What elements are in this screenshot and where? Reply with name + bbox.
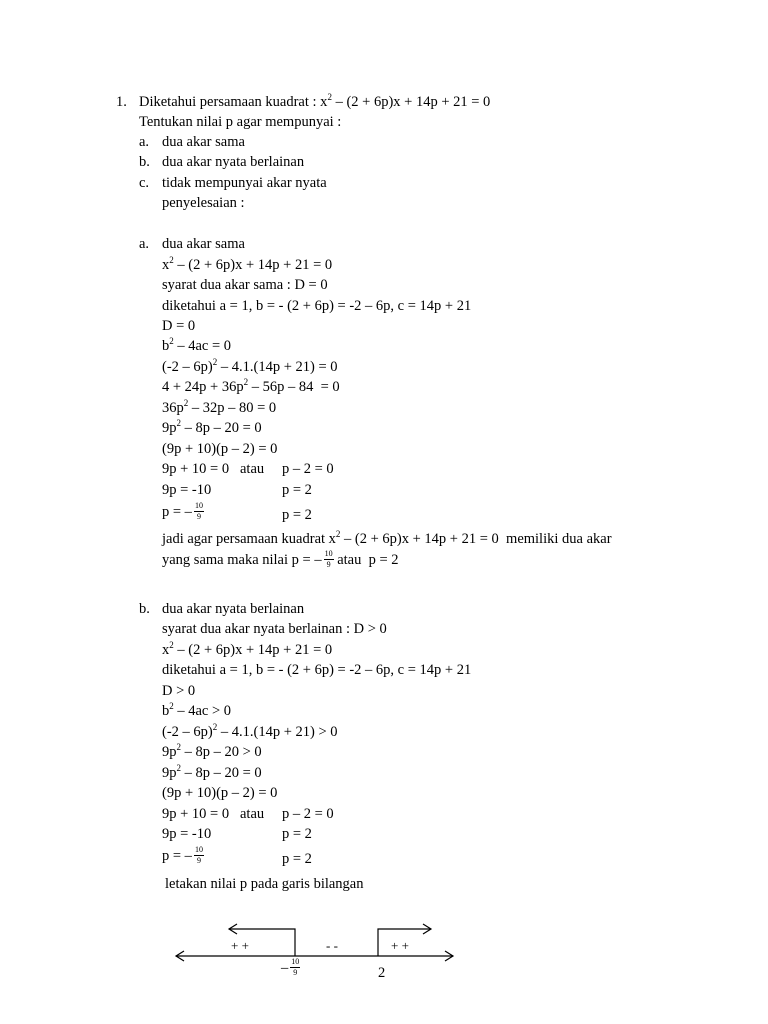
option-c-letter: c. xyxy=(139,175,150,191)
part-a-simplified-2: $9p^2 - 8p - 20 = 0$ xyxy=(162,418,262,436)
part-a-substitution: (-2 – 6p)$^2$ – 4.1.(14p + 21) = 0 xyxy=(162,357,338,375)
part-a-conclusion-1: jadi agar persamaan kuadrat $x^2 - (2 + 6p)x + 14p + 21 = 0$ memiliki dua akar xyxy=(162,529,612,547)
part-b-d-inequality: D > 0 xyxy=(162,683,196,699)
part-b-r3-right: p = 2 xyxy=(282,851,312,867)
part-b-factor: (9p + 10)(p – 2) = 0 xyxy=(162,785,278,801)
option-a-letter: a. xyxy=(139,134,150,150)
fraction: $\frac{10}{9}$ xyxy=(291,957,300,977)
part-b-equation: $x^2 - (2 + 6p)x + 14p + 21 = 0$ xyxy=(162,640,333,658)
fraction: $\frac{10}{9}$ xyxy=(194,501,203,521)
option-b-text: dua akar nyata berlainan xyxy=(162,154,305,170)
part-a-known: diketahui a = 1, b = - (2 + 6p) = -2 – 6p, c = 14p + 21 xyxy=(162,298,472,314)
part-b-roots-right: p – 2 = 0 xyxy=(282,806,334,822)
part-a-r3-left: p = – $\frac{10}{9}$ xyxy=(162,501,203,521)
option-c-text: tidak mempunyai akar nyata xyxy=(162,175,327,191)
solution-label: penyelesaian : xyxy=(162,195,245,211)
part-b-substitution: (-2 – 6p)$^2$ – 4.1.(14p + 21) > 0 xyxy=(162,722,338,740)
part-a-discriminant: $b^2 - 4ac = 0$ xyxy=(162,336,232,354)
part-a-title: dua akar sama xyxy=(162,236,245,252)
part-a-equation: $x^2 - (2 + 6p)x + 14p + 21 = 0$ xyxy=(162,255,333,273)
question-number: 1. xyxy=(116,94,127,110)
part-a-expansion: $4 + 24p + 36p^2 - 56p - 84 = 0$ xyxy=(162,377,340,395)
point-neg-ten-ninths: – $\frac{10}{9}$ xyxy=(281,957,300,977)
part-a-condition: syarat dua akar sama : D = 0 xyxy=(162,277,328,293)
part-a-d-equation: D = 0 xyxy=(162,318,196,334)
fraction: $\frac{10}{9}$ xyxy=(194,845,203,865)
part-a-r2-right: p = 2 xyxy=(282,482,312,498)
part-b-roots-left: 9p + 10 = 0 atau xyxy=(162,806,265,822)
sign-left: + + xyxy=(231,938,249,953)
option-a-text: dua akar sama xyxy=(162,134,245,150)
part-a-roots-right: p – 2 = 0 xyxy=(282,461,334,477)
sign-middle: - - xyxy=(326,938,338,953)
question-instruction: Tentukan nilai p agar mempunyai : xyxy=(139,114,342,130)
part-a-r3-right: p = 2 xyxy=(282,507,312,523)
fraction: $\frac{10}{9}$ xyxy=(324,549,333,569)
part-b-simplified-1: $9p^2 - 8p - 20 > 0$ xyxy=(162,742,262,760)
part-a-factor: (9p + 10)(p – 2) = 0 xyxy=(162,441,278,457)
point-two: 2 xyxy=(378,965,386,981)
question-text: Diketahui persamaan kuadrat : $x^2 - (2 + 6p)x + 14p + 21 = 0$ xyxy=(139,92,491,110)
part-a-conclusion-2: yang sama maka nilai p = – $\frac{10}{9}$ atau p = 2 xyxy=(162,549,399,569)
part-b-letter: b. xyxy=(139,601,150,617)
option-b-letter: b. xyxy=(139,154,150,170)
part-b-r2-right: p = 2 xyxy=(282,826,312,842)
part-b-condition: syarat dua akar nyata berlainan : D > 0 xyxy=(162,621,387,637)
part-b-r3-left: p = – $\frac{10}{9}$ xyxy=(162,845,203,865)
sign-right: + + xyxy=(391,938,409,953)
part-a-simplified-1: $36p^2 - 32p - 80 = 0$ xyxy=(162,398,277,416)
part-b-discriminant: $b^2 - 4ac > 0$ xyxy=(162,701,232,719)
part-a-r2-left: 9p = -10 xyxy=(162,482,212,498)
part-b-known: diketahui a = 1, b = - (2 + 6p) = -2 – 6p, c = 14p + 21 xyxy=(162,662,472,678)
part-b-simplified-2: $9p^2 - 8p - 20 = 0$ xyxy=(162,763,262,781)
part-b-r2-left: 9p = -10 xyxy=(162,826,212,842)
part-a-letter: a. xyxy=(139,236,150,252)
number-line-caption: letakan nilai p pada garis bilangan xyxy=(165,876,364,892)
part-a-roots-left: 9p + 10 = 0 atau xyxy=(162,461,265,477)
part-b-title: dua akar nyata berlainan xyxy=(162,601,305,617)
